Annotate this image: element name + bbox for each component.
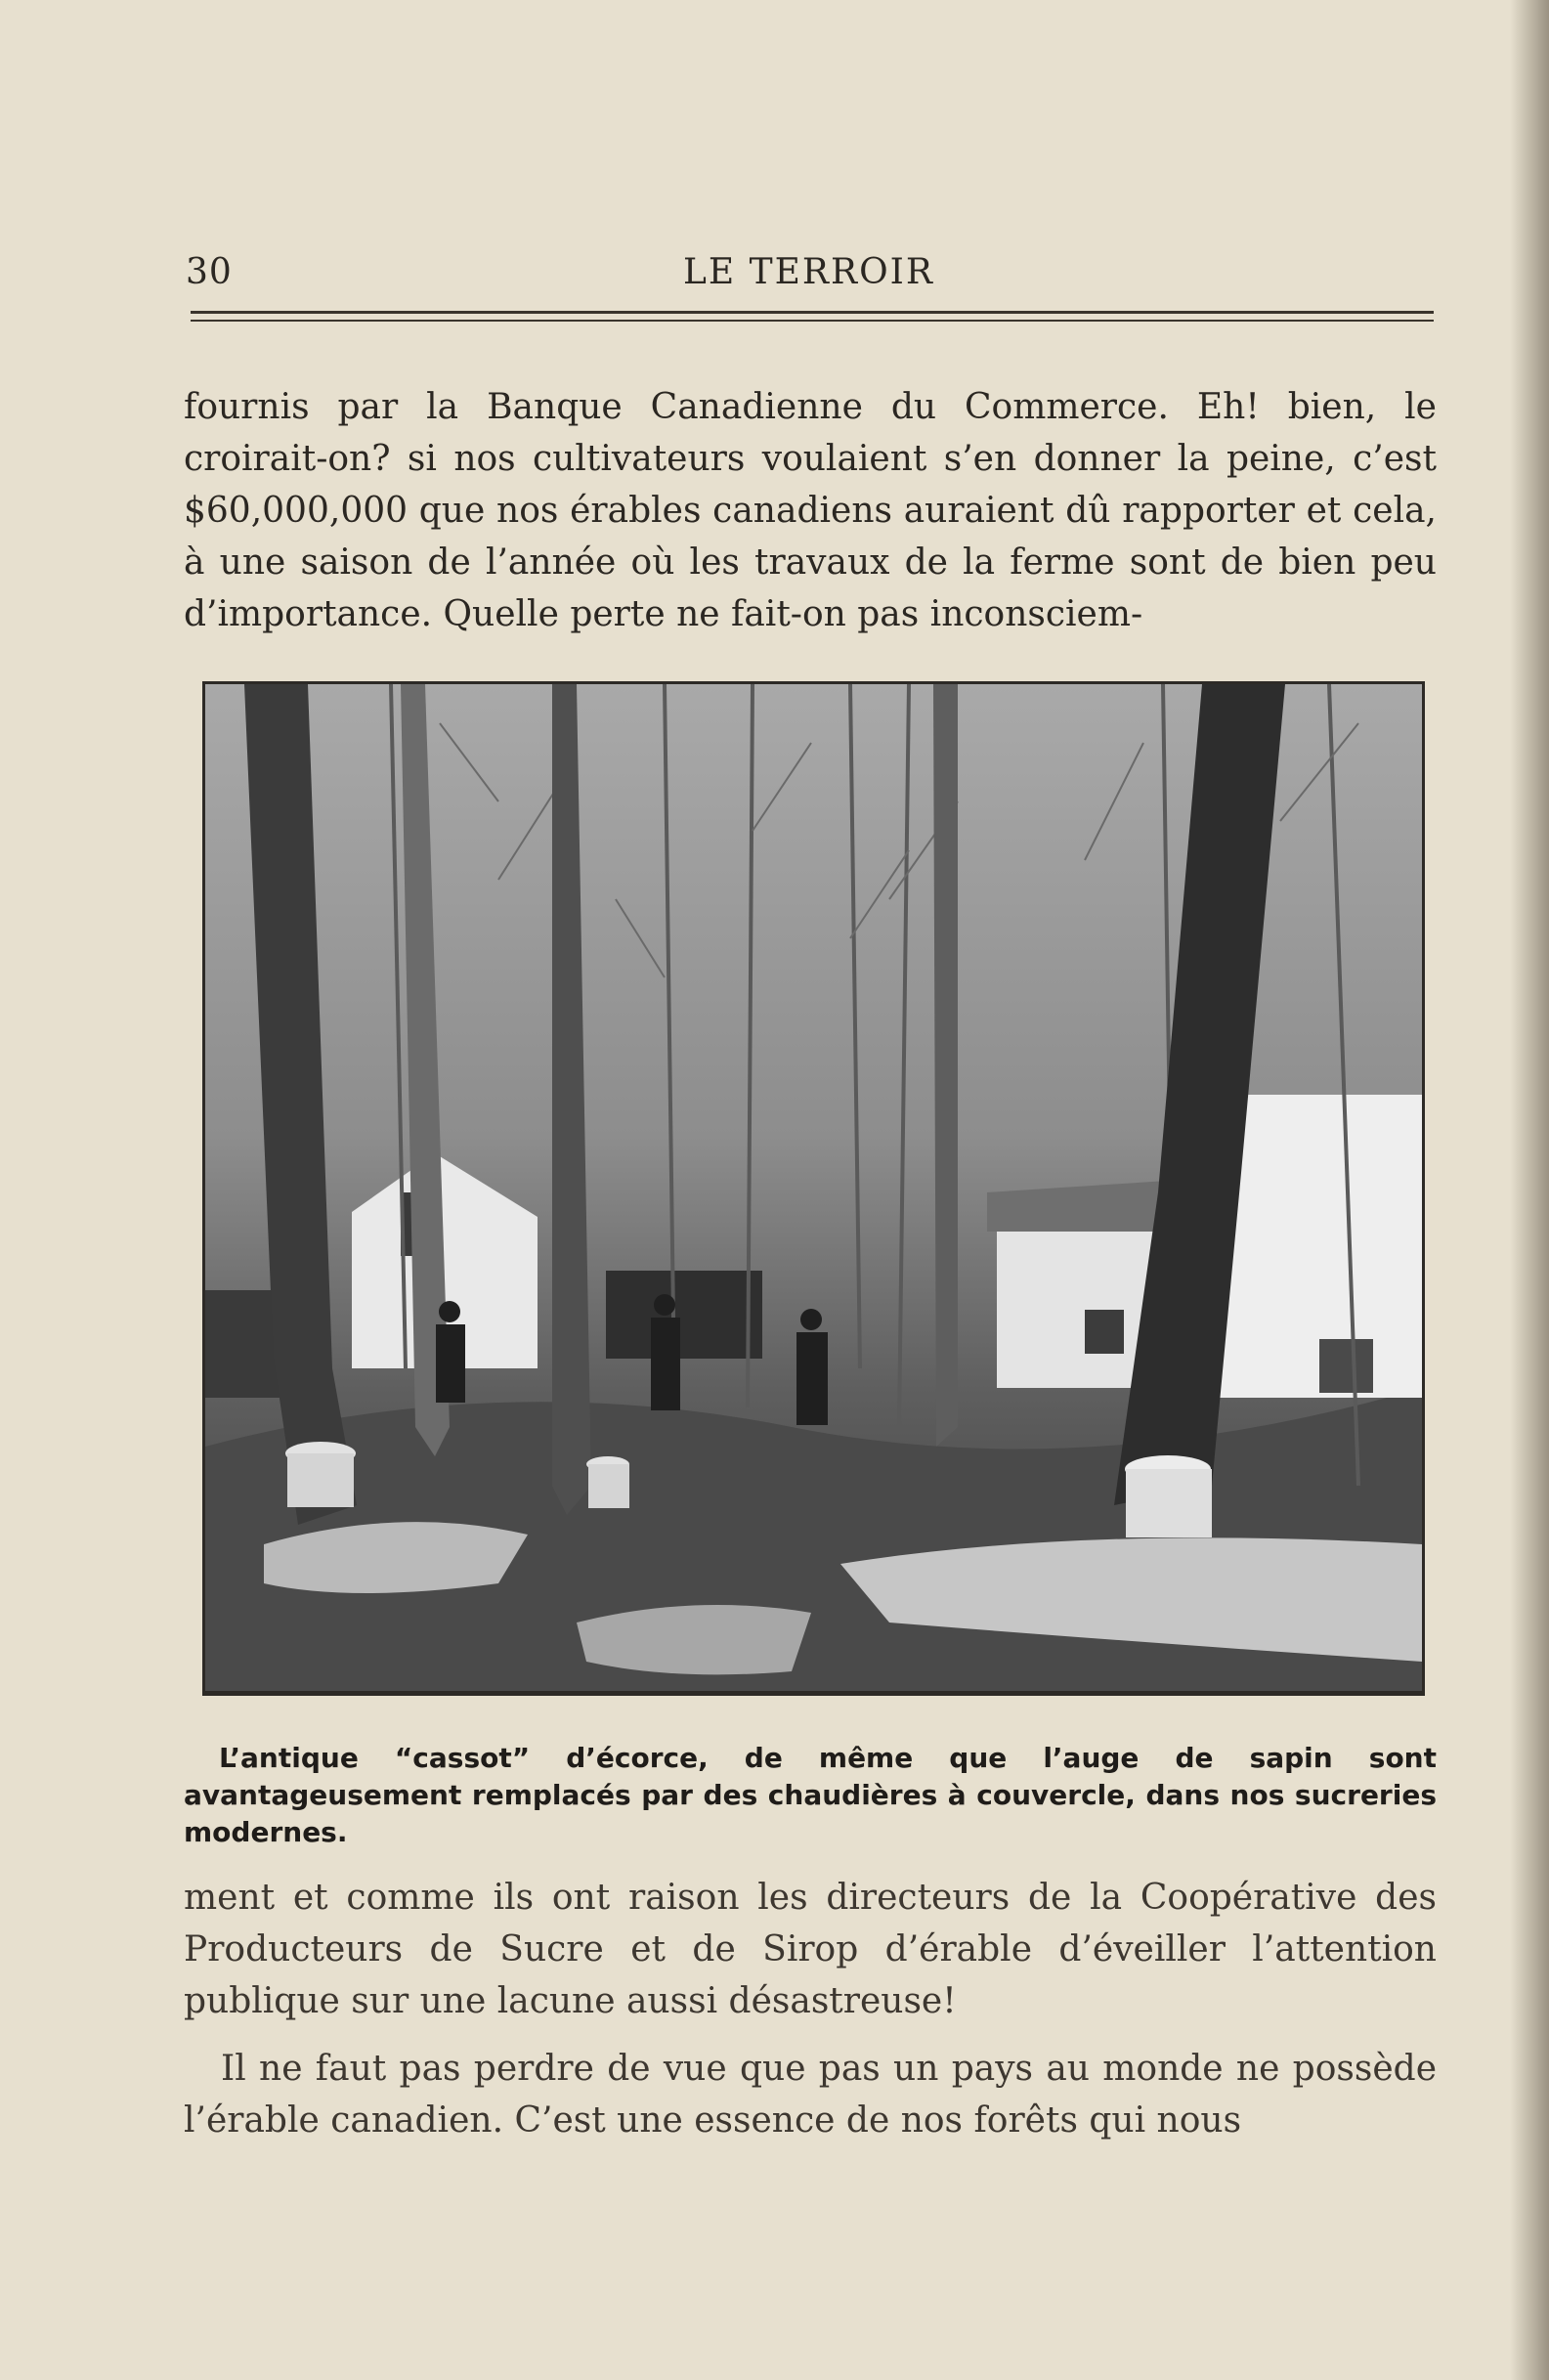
paragraph-2: ment et comme ils ont raison les directeurs de la Coopérative des Producteurs de Sucre et de Sirop d’érable d’éveiller l’attention publique sur une lacune aussi désastreuse! xyxy=(184,1878,1437,2021)
paragraph-1: fournis par la Banque Canadienne du Commerce. Eh! bien, le croirait-on? si nos cultivateurs voulaient s’en donner la peine, c’est $60,000,000 que nos érables canadiens auraient dû rapporter et cela, à une saison de l’année où les travaux de la ferme sont de bien peu d’importance. Quelle perte ne fait-on pas inconsciem- xyxy=(184,387,1437,634)
running-title: LE TERROIR xyxy=(683,252,934,292)
photograph-underline xyxy=(202,1694,1425,1696)
page-number: 30 xyxy=(186,252,233,292)
header-rule-top xyxy=(191,311,1434,314)
header-rule-bottom xyxy=(191,320,1434,322)
photo-caption-text: L’antique “cassot” d’écorce, de même que l’auge de sapin sont avantageusement remplacés par des chaudières à couvercle, dans nos sucreries modernes. xyxy=(184,1742,1437,1848)
paragraph-3: Il ne faut pas perdre de vue que pas un pays au monde ne possède l’érable canadien. C’est une essence de nos forêts qui nous xyxy=(184,2049,1437,2141)
photo-caption xyxy=(184,1740,1437,1851)
sugar-bush-photograph xyxy=(202,681,1425,1694)
page-header xyxy=(186,252,1432,311)
photograph-illustration xyxy=(205,684,1422,1691)
page-edge-shadow xyxy=(1510,0,1549,2380)
